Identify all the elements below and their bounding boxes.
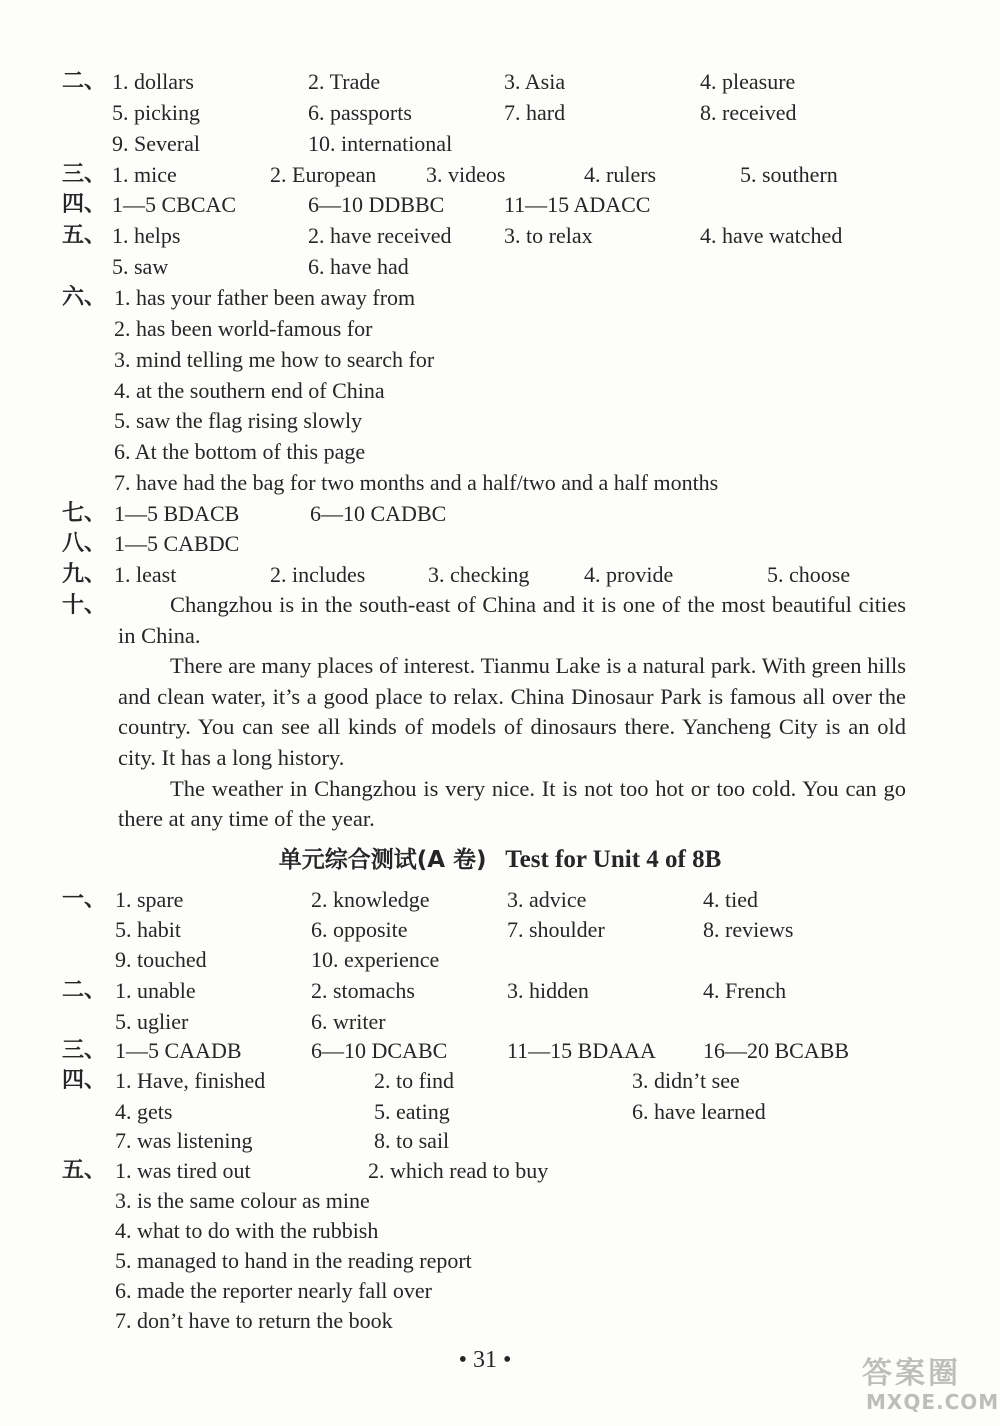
answer-item: 6. writer bbox=[311, 1009, 386, 1034]
watermark-url: MXQE.COM bbox=[866, 1390, 1000, 1414]
answer-item: 7. have had the bag for two months and a half/two and a half months bbox=[114, 470, 719, 495]
composition-paragraph: There are many places of interest. Tianmu Lake is a natural park. With green hills and clean water, it’s a good place to relax. China Dinosaur Park is famous all over the country. You can see all kinds of models of dinosaurs there. Yancheng City is an old city. It has a long history. bbox=[118, 653, 906, 770]
section-label: 六、 bbox=[62, 285, 107, 310]
watermark-logo bbox=[862, 1348, 1000, 1418]
watermark-text: 答案圈 bbox=[862, 1356, 961, 1391]
answer-item: 6. At the bottom of this page bbox=[114, 439, 366, 464]
composition-paragraph: Changzhou is in the south-east of China and it is one of the most beautiful cities in China. bbox=[118, 592, 906, 648]
section-label: 二、 bbox=[62, 69, 107, 94]
answer-item: 2. stomachs bbox=[311, 978, 415, 1003]
answer-item: 3. didn’t see bbox=[632, 1068, 740, 1093]
answer-item: 3. checking bbox=[428, 562, 530, 587]
answer-item: 2. has been world-famous for bbox=[114, 316, 373, 341]
answer-item: 9. Several bbox=[112, 131, 200, 156]
answer-item: 1. has your father been away from bbox=[114, 285, 416, 310]
answer-item: 6. have learned bbox=[632, 1099, 766, 1124]
answer-item: 5. eating bbox=[374, 1099, 450, 1124]
section-label: 五、 bbox=[62, 1158, 107, 1183]
answer-item: 10. experience bbox=[311, 947, 440, 972]
answer-item: 3. advice bbox=[507, 887, 587, 912]
answer-item: 1. helps bbox=[112, 223, 181, 248]
answer-item: 8. reviews bbox=[703, 917, 794, 942]
answer-item: 1—5 CABDC bbox=[114, 531, 240, 556]
title-english: Test for Unit 4 of 8B bbox=[505, 846, 722, 873]
answer-item: 2. to find bbox=[374, 1068, 455, 1093]
answer-item: 1. was tired out bbox=[115, 1158, 251, 1183]
answer-item: 1—5 BDACB bbox=[114, 501, 240, 526]
answer-item: 4. what to do with the rubbish bbox=[115, 1218, 379, 1243]
section-label: 八、 bbox=[62, 531, 107, 556]
answer-item: 3. videos bbox=[426, 162, 506, 187]
answer-item: 1—5 CAADB bbox=[115, 1038, 242, 1063]
answer-item: 1. least bbox=[114, 562, 177, 587]
answer-item: 1. dollars bbox=[112, 69, 194, 94]
answer-item: 4. French bbox=[703, 978, 787, 1003]
answer-item: 5. saw bbox=[112, 254, 169, 279]
answer-item: 7. don’t have to return the book bbox=[115, 1308, 393, 1333]
section-title bbox=[0, 843, 1000, 877]
answer-item: 1. unable bbox=[115, 978, 196, 1003]
section-label: 十、 bbox=[62, 593, 107, 618]
answer-item: 2. have received bbox=[308, 223, 452, 248]
section-label: 七、 bbox=[62, 501, 107, 526]
answer-item: 6—10 DCABC bbox=[311, 1038, 448, 1063]
answer-item: 6. have had bbox=[308, 254, 409, 279]
answer-item: 3. mind telling me how to search for bbox=[114, 347, 435, 372]
section-label: 五、 bbox=[62, 223, 107, 248]
section-label: 四、 bbox=[62, 192, 107, 217]
section-label: 四、 bbox=[62, 1068, 107, 1093]
answer-item: 4. at the southern end of China bbox=[114, 378, 385, 403]
answer-item: 8. received bbox=[700, 100, 797, 125]
answer-item: 2. European bbox=[270, 162, 377, 187]
answer-item: 2. includes bbox=[270, 562, 366, 587]
answer-item: 3. hidden bbox=[507, 978, 589, 1003]
answer-item: 5. choose bbox=[767, 562, 851, 587]
section-label: 一、 bbox=[62, 887, 107, 912]
answer-item: 11—15 ADACC bbox=[504, 192, 651, 217]
answer-item: 1. mice bbox=[112, 162, 177, 187]
answer-item: 4. rulers bbox=[584, 162, 657, 187]
answer-item: 7. shoulder bbox=[507, 917, 605, 942]
answer-item: 4. tied bbox=[703, 887, 758, 912]
answer-item: 11—15 BDAAA bbox=[507, 1038, 656, 1063]
section-label: 三、 bbox=[62, 162, 107, 187]
section-label: 二、 bbox=[62, 978, 107, 1003]
answer-item: 1. spare bbox=[115, 887, 184, 912]
answer-item: 6. opposite bbox=[311, 917, 408, 942]
section-label: 九、 bbox=[62, 562, 107, 587]
answer-item: 1. Have, finished bbox=[115, 1068, 266, 1093]
composition-paragraph: The weather in Changzhou is very nice. It is not too hot or too cold. You can go there at any time of the year. bbox=[118, 775, 906, 832]
answer-item: 7. was listening bbox=[115, 1128, 253, 1153]
answer-item: 5. habit bbox=[115, 917, 181, 942]
answer-item: 3. to relax bbox=[504, 223, 593, 248]
answer-item: 4. pleasure bbox=[700, 69, 796, 94]
answer-item: 5. saw the flag rising slowly bbox=[114, 408, 363, 433]
answer-item: 4. gets bbox=[115, 1099, 173, 1124]
answer-item: 1—5 CBCAC bbox=[112, 192, 237, 217]
answer-item: 6. passports bbox=[308, 100, 412, 125]
answer-item: 5. picking bbox=[112, 100, 200, 125]
section-label: 三、 bbox=[62, 1038, 107, 1063]
answer-item: 8. to sail bbox=[374, 1128, 450, 1153]
answer-item: 6—10 CADBC bbox=[310, 501, 447, 526]
answer-item: 2. which read to buy bbox=[368, 1158, 549, 1183]
answer-item: 4. have watched bbox=[700, 223, 843, 248]
answer-item: 3. is the same colour as mine bbox=[115, 1188, 370, 1213]
answer-item: 3. Asia bbox=[504, 69, 566, 94]
title-chinese: 单元综合测试(A 卷) bbox=[278, 847, 487, 873]
answer-item: 2. Trade bbox=[308, 69, 381, 94]
answer-item: 7. hard bbox=[504, 100, 566, 125]
answer-item: 9. touched bbox=[115, 947, 207, 972]
answer-item: 5. managed to hand in the reading report bbox=[115, 1248, 472, 1273]
answer-item: 6—10 DDBBC bbox=[308, 192, 445, 217]
answer-item: 2. knowledge bbox=[311, 887, 430, 912]
answer-item: 5. uglier bbox=[115, 1009, 189, 1034]
answer-item: 6. made the reporter nearly fall over bbox=[115, 1278, 433, 1303]
page-number: • 31 • bbox=[458, 1347, 512, 1373]
answer-item: 4. provide bbox=[584, 562, 674, 587]
answer-item: 10. international bbox=[308, 131, 453, 156]
answer-item: 16—20 BCABB bbox=[703, 1038, 850, 1063]
answer-item: 5. southern bbox=[740, 162, 838, 187]
composition bbox=[118, 590, 906, 835]
